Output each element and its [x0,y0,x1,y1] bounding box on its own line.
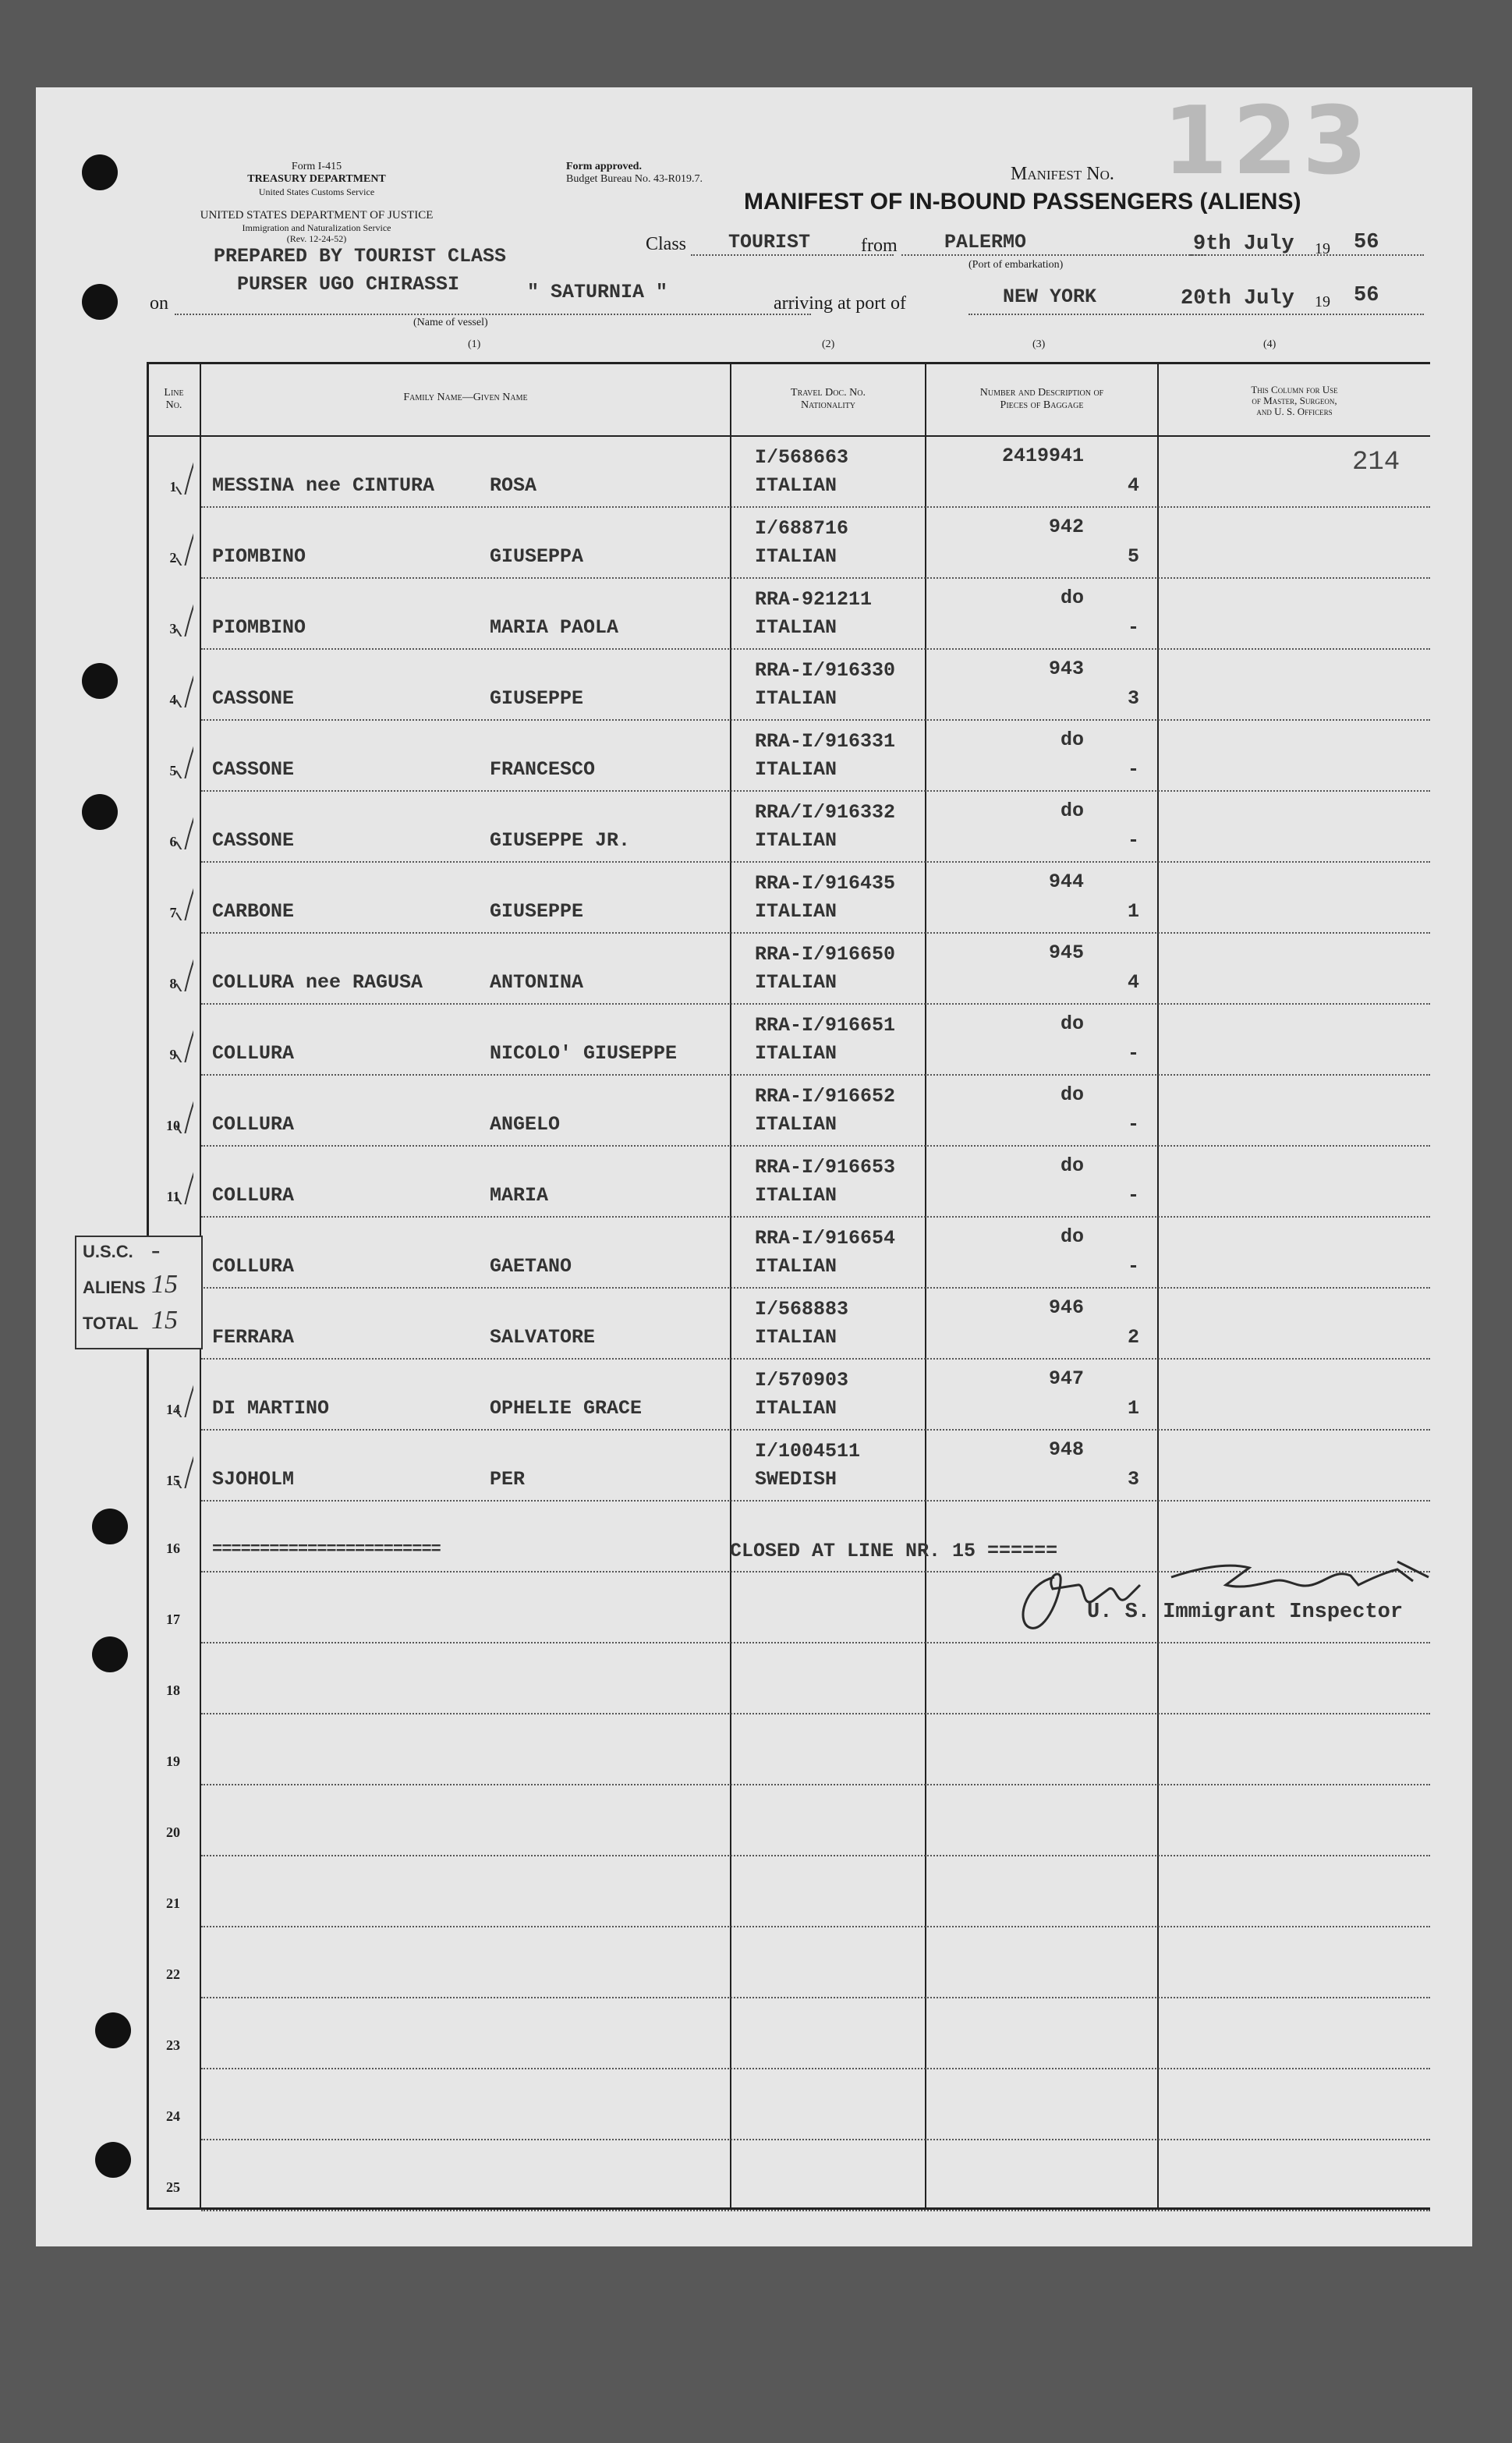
form-number: Form I-415 [291,161,342,172]
table-top-border [147,362,1430,364]
baggage-number: 947 [1048,1367,1084,1390]
inspector-title: U. S. Immigrant Inspector [1087,1601,1404,1624]
given-name: ANGELO [490,1113,561,1136]
baggage-number: do [1060,1225,1084,1248]
line-number: 8 [169,976,177,991]
punch-hole [92,1509,128,1544]
travel-doc-number: RRA-I/916330 [755,659,896,682]
check-mark-icon [173,866,193,920]
row-divider [201,1074,1430,1076]
family-name: CARBONE [212,900,295,923]
check-mark-icon [173,1150,193,1204]
row-divider [201,1429,1430,1431]
row-divider [201,1145,1430,1147]
row-divider [201,648,1430,650]
baggage-number: do [1060,800,1084,822]
travel-doc-number: RRA-I/916650 [755,943,896,966]
col-header-officers-3: and U. S. Officers [1256,406,1333,417]
aliens-label: ALIENS [83,1278,146,1297]
row-divider [201,2068,1430,2069]
row-divider [201,2210,1430,2211]
travel-doc-number: RRA-I/916651 [755,1014,896,1037]
row-divider [201,506,1430,508]
col-header-name: Family Name—Given Name [403,392,528,403]
total-label: TOTAL [83,1314,139,1333]
given-name: SALVATORE [490,1326,596,1349]
given-name: MARIA PAOLA [490,616,619,639]
budget-bureau: Budget Bureau No. 43-R019.7. [566,173,703,185]
check-mark-icon [173,1363,193,1417]
baggage-number: 942 [1048,516,1084,538]
line-number: 23 [166,2037,180,2053]
from-label: from [861,236,898,256]
line-number: 22 [166,1966,180,1982]
row-divider [201,1997,1430,1998]
baggage-pieces: 3 [1128,687,1140,710]
check-mark-icon [173,1434,193,1488]
baggage-pieces: 2 [1128,1326,1140,1349]
family-name: CASSONE [212,829,295,852]
nationality: ITALIAN [755,900,837,923]
family-name: COLLURA [212,1042,295,1065]
row-divider [201,1500,1430,1502]
line-number: 1 [169,479,177,495]
line-number: 2 [169,550,177,566]
given-name: MARIA [490,1184,549,1207]
line-number: 16 [166,1541,180,1556]
travel-doc-number: I/688716 [755,517,849,540]
row-divider [201,719,1430,721]
row-divider [201,1926,1430,1927]
check-mark-icon [173,440,193,495]
baggage-number: 948 [1048,1438,1084,1461]
line-number: 4 [169,692,177,707]
row-divider [201,790,1430,792]
row-divider [201,1287,1430,1289]
revision-date: (Rev. 12-24-52) [286,233,347,244]
manifest-no-label: Manifest No. [1011,164,1114,184]
baggage-number: 944 [1048,870,1084,893]
family-name: SJOHOLM [212,1468,295,1491]
line-number: 18 [166,1682,180,1698]
line-number: 6 [169,834,177,849]
col-num-4: (4) [1263,339,1277,350]
row-divider [201,1784,1430,1785]
row-divider [201,1003,1430,1005]
closing-dashes: ======================== [212,1540,441,1559]
check-mark-icon [173,1079,193,1133]
arriving-label: arriving at port of [774,293,906,314]
baggage-pieces: 4 [1128,474,1140,497]
baggage-pieces: - [1128,758,1140,781]
given-name: NICOLO' GIUSEPPE [490,1042,678,1065]
prepared-by-line-2: PURSER UGO CHIRASSI [237,273,460,296]
col-header-baggage: Number and Description of [979,387,1104,399]
manifest-title: MANIFEST OF IN-BOUND PASSENGERS (ALIENS) [744,189,1301,215]
given-name: ANTONINA [490,971,584,994]
nationality: ITALIAN [755,829,837,852]
col-header-travel-doc: Travel Doc. No. [791,387,866,399]
customs-service: United States Customs Service [258,186,375,197]
baggage-pieces: - [1128,829,1140,852]
class-label: Class [646,234,687,254]
line-number: 19 [166,1753,180,1769]
baggage-pieces: 1 [1128,1397,1140,1420]
header-row-divider [147,435,1430,437]
department-of-justice: UNITED STATES DEPARTMENT OF JUSTICE [200,209,434,222]
line-number: 5 [169,763,177,778]
arrival-year-prefix: 19 [1315,293,1330,310]
nationality: ITALIAN [755,687,837,710]
travel-doc-number: I/570903 [755,1369,849,1392]
total-value: 15 [151,1306,178,1335]
ins-label: Immigration and Naturalization Service [242,222,391,233]
check-mark-icon [173,937,193,991]
line-number: 24 [166,2108,180,2124]
form-approved: Form approved. [566,161,642,172]
closed-at-line: CLOSED AT LINE NR. 15 ====== [730,1540,1058,1562]
col-header-officers-2: of Master, Surgeon, [1252,395,1337,406]
family-name: MESSINA nee CINTURA [212,474,435,497]
baggage-number: 2419941 [1001,445,1084,467]
punch-hole [82,154,118,190]
baggage-pieces: 5 [1128,545,1140,568]
travel-doc-number: I/1004511 [755,1440,861,1463]
line-number: 25 [166,2179,180,2195]
nationality: ITALIAN [755,1042,837,1065]
arrival-year: 56 [1354,284,1379,307]
baggage-number: do [1060,1154,1084,1177]
nationality: ITALIAN [755,758,837,781]
travel-doc-number: RRA-I/916435 [755,872,896,895]
baggage-number: do [1060,729,1084,751]
check-mark-icon [173,653,193,707]
baggage-number: 945 [1048,941,1084,964]
baggage-pieces: - [1128,616,1140,639]
aliens-value: 15 [151,1270,178,1299]
line-number: 10 [166,1118,180,1133]
family-name: DI MARTINO [212,1397,330,1420]
travel-doc-number: I/568883 [755,1298,849,1321]
line-number: 7 [169,905,177,920]
line-number: 17 [166,1612,180,1627]
travel-doc-number: RRA-921211 [755,588,873,611]
alien-tally-stamp [75,1236,203,1349]
vessel-caption: (Name of vessel) [413,317,488,328]
line-number: 11 [166,1189,180,1204]
baggage-pieces: - [1128,1042,1140,1065]
row-divider [201,1713,1430,1714]
arrival-date: 20th July [1181,287,1294,310]
baggage-pieces: 1 [1128,900,1140,923]
line-number: 15 [166,1473,180,1488]
col-header-line-no: Line No. [164,387,184,411]
row-divider [201,1855,1430,1856]
travel-doc-number: RRA-I/916653 [755,1156,896,1179]
baggage-number: do [1060,1012,1084,1035]
check-mark-icon [173,511,193,566]
prepared-by-line-1: PREPARED BY TOURIST CLASS [214,245,507,268]
vessel-name: " SATURNIA " [527,281,668,303]
nationality: ITALIAN [755,474,837,497]
row-divider [201,1216,1430,1218]
col-num-3: (3) [1032,339,1046,350]
family-name: COLLURA [212,1113,295,1136]
given-name: GAETANO [490,1255,572,1278]
nationality: ITALIAN [755,1184,837,1207]
family-name: PIOMBINO [212,616,306,639]
family-name: COLLURA nee RAGUSA [212,971,423,994]
line-number: 9 [169,1047,177,1062]
baggage-pieces: - [1128,1113,1140,1136]
on-label: on [150,293,168,314]
family-name: FERRARA [212,1326,295,1349]
nationality: ITALIAN [755,1326,837,1349]
row-divider [201,1642,1430,1643]
row-divider [201,577,1430,579]
row-divider [201,861,1430,863]
line-number: 3 [169,621,177,636]
nationality: ITALIAN [755,1397,837,1420]
family-name: CASSONE [212,687,295,710]
given-name: GIUSEPPE [490,900,584,923]
given-name: OPHELIE GRACE [490,1397,643,1420]
given-name: GIUSEPPA [490,545,584,568]
officer-note-214: 214 [1352,448,1400,477]
class-value: TOURIST [728,231,811,254]
embark-date: 9th July [1193,232,1294,256]
nationality: ITALIAN [755,1113,837,1136]
given-name: GIUSEPPE JR. [490,829,631,852]
embark-year-prefix: 19 [1315,240,1330,257]
family-name: PIOMBINO [212,545,306,568]
inspector-signature [992,1554,1460,1640]
travel-doc-number: I/568663 [755,446,849,469]
travel-doc-number: RRA-I/916654 [755,1227,896,1250]
col-num-2: (2) [822,339,835,350]
row-divider [201,932,1430,934]
travel-doc-number: RRA-I/916652 [755,1085,896,1108]
given-name: ROSA [490,474,537,497]
nationality: ITALIAN [755,545,837,568]
line-number: 14 [166,1402,180,1417]
embark-year: 56 [1354,231,1379,254]
given-name: GIUSEPPE [490,687,584,710]
nationality: ITALIAN [755,971,837,994]
travel-doc-number: RRA-I/916331 [755,730,896,753]
row-divider [201,1358,1430,1360]
baggage-number: 946 [1048,1296,1084,1319]
col-header-officers: This Column for Use [1251,384,1338,395]
check-mark-icon [173,795,193,849]
manifest-number-stamp: 123 [1163,87,1372,196]
from-value: PALERMO [944,231,1027,254]
punch-hole [82,794,118,830]
col-header-nationality: Nationality [800,399,856,411]
baggage-pieces: 3 [1128,1468,1140,1491]
baggage-pieces: - [1128,1184,1140,1207]
check-mark-icon [173,1008,193,1062]
nationality: ITALIAN [755,1255,837,1278]
punch-hole [92,1636,128,1672]
punch-hole [82,663,118,699]
manifest-page [36,87,1472,2246]
given-name: FRANCESCO [490,758,596,781]
baggage-pieces: - [1128,1255,1140,1278]
usc-value: - [151,1236,161,1264]
arrival-port: NEW YORK [1003,285,1097,308]
punch-hole [82,284,118,320]
col-num-1: (1) [468,339,481,350]
punch-hole [95,2142,131,2178]
row-divider [201,2139,1430,2140]
nationality: ITALIAN [755,616,837,639]
family-name: CASSONE [212,758,295,781]
family-name: COLLURA [212,1184,295,1207]
punch-hole [95,2012,131,2048]
check-mark-icon [173,724,193,778]
baggage-number: 943 [1048,658,1084,680]
line-number: 21 [166,1895,180,1911]
nationality: SWEDISH [755,1468,837,1491]
usc-label: U.S.C. [83,1242,133,1261]
col-header-baggage-2: Pieces of Baggage [1000,399,1084,411]
family-name: COLLURA [212,1255,295,1278]
baggage-number: do [1060,587,1084,609]
check-mark-icon [173,582,193,636]
baggage-number: do [1060,1083,1084,1106]
treasury-department: TREASURY DEPARTMENT [247,173,386,185]
travel-doc-number: RRA/I/916332 [755,801,896,824]
baggage-pieces: 4 [1128,971,1140,994]
port-of-embarkation-caption: (Port of embarkation) [968,259,1064,271]
given-name: PER [490,1468,526,1491]
line-number: 20 [166,1824,180,1840]
